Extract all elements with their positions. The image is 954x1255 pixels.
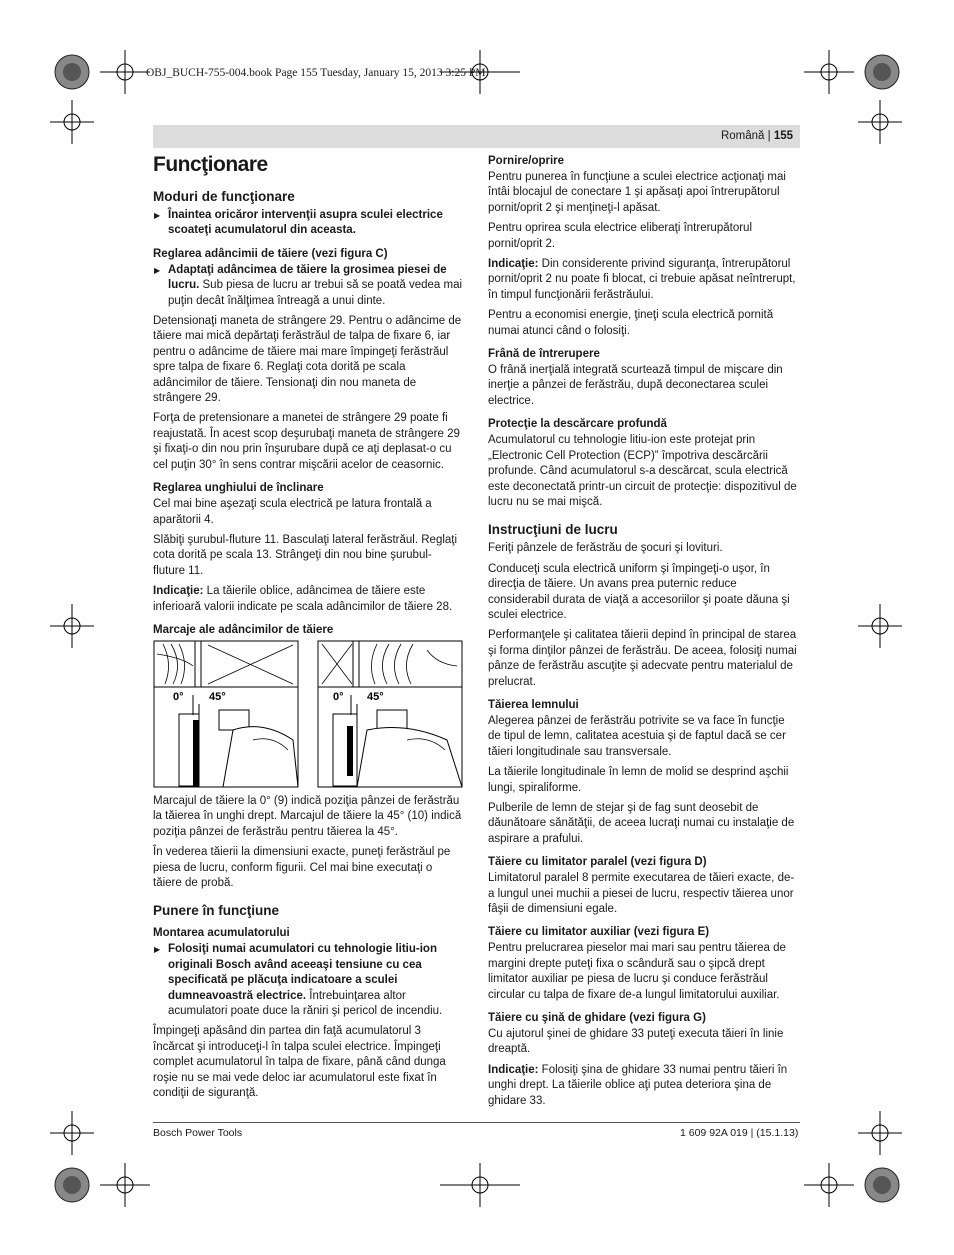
crosshair-mark-left-upper — [50, 100, 94, 144]
section-heading-instructiuni: Instrucţiuni de lucru — [488, 522, 618, 538]
crosshair-mark-left-lower — [50, 1111, 94, 1155]
crosshair-mark-bottom-right — [804, 1163, 854, 1207]
crosshair-mark-right-lower — [858, 1111, 902, 1155]
subheading-reglare-adancime: Reglarea adâncimii de tăiere (vezi figura C) — [153, 247, 388, 260]
note-guide-rail: Indicaţie: Folosiţi şina de ghidare 33 numai pentru tăieri în unghi drept. La tăierile oblice aţi putea deteriora şina de ghidare 33. — [488, 1063, 788, 1107]
print-info-line: OBJ_BUCH-755-004.book Page 155 Tuesday, January 15, 2013 3:25 PM — [146, 67, 486, 79]
crosshair-mark-right-middle — [858, 604, 902, 648]
header-language-page: Română | 155 — [720, 130, 793, 142]
paragraph-guide-rail: Cu ajutorul şinei de ghidare 33 puteţi executa tăieri în linie dreaptă. — [488, 1028, 784, 1056]
subheading-marcaje: Marcaje ale adâncimilor de tăiere — [153, 623, 334, 636]
figure-cut-markings — [153, 640, 463, 788]
note-bevel-depth: Indicaţie: La tăierile oblice, adâncimea de tăiere este inferioară valorii indicate pe scala adâncimilor de tăiere 28. — [153, 585, 453, 613]
registration-mark-top-right-rosette — [862, 52, 902, 92]
subheading-protectie: Protecţie la descărcare profundă — [488, 418, 667, 431]
registration-mark-bottom-right-rosette — [862, 1165, 902, 1205]
crosshair-mark-top-left — [100, 50, 150, 94]
cut-marking-illustration-45deg — [317, 640, 463, 788]
bullet-original-batteries: ▶ Folosiţi numai acumulatori cu tehnologie litiu-ion originali Bosch având aceeaşi tensiune cu cea specificată pe plăcuţa indicatoare a sculei dumneavoastră electrice. Întrebuinţarea altor acumulatori poate duce la răniri şi pericol de incendiu. — [153, 942, 463, 1019]
crosshair-mark-right-upper — [858, 100, 902, 144]
subheading-pornire: Pornire/oprire — [488, 155, 565, 167]
paragraph-save-energy: Pentru a economisi energie, ţineţi scula electrică pornită numai atunci când o folosiţi. — [488, 309, 774, 337]
cut-marking-illustration-0deg — [153, 640, 299, 788]
subheading-paralel: Tăiere cu limitator paralel (vezi figura D) — [488, 856, 707, 869]
paragraph-spruce: La tăierile longitudinale în lemn de molid se desprind aşchii lungi, spiraliforme. — [488, 766, 789, 794]
note-switch-lock: Indicaţie: Din considerente privind siguranţa, întrerupătorul pornit/oprit 2 nu poate fi blocat, ci trebuie apăsat neîntrerupt, în timpul funcţionării ferăstrăului. — [488, 258, 796, 301]
bullet-adapt-depth: ▶ Adaptaţi adâncimea de tăiere la grosimea piesei de lucru. Sub piesa de lucru ar trebui să se poată vedea mai puţin decât înălţimea întreagă a unui dinte. — [153, 263, 463, 309]
page-header-bar — [153, 125, 800, 148]
section-heading-moduri: Moduri de funcţionare — [153, 189, 295, 204]
right-column — [488, 155, 798, 1114]
subheading-frana: Frână de întrerupere — [488, 348, 600, 361]
paragraph-parallel-guide: Limitatorul paralel 8 permite executarea de tăieri exacte, de-a lungul unei muchii a piesei de lucru, respectiv tăierea unor fâşii de dimensiuni egale. — [488, 872, 795, 916]
paragraph-bevel-screw: Slăbiţi şurubul-fluture 11. Basculaţi lateral ferăstrăul. Reglaţi cota dorită pe scala 13. Strângeţi din nou bine şurubul-fluture 11. — [153, 533, 458, 577]
paragraph-exact-cut: În vederea tăierii la dimensiuni exacte, puneţi ferăstrăul pe piesa de lucru, conform figurii. Cel mai bine executaţi o tăiere de probă. — [153, 846, 451, 889]
page-number: 155 — [773, 130, 793, 142]
crosshair-mark-left-middle — [50, 604, 94, 648]
footer-brand: Bosch Power Tools — [153, 1127, 243, 1139]
footer-doc-number: 1 609 92A 019 | (15.1.13) — [680, 1127, 799, 1139]
fig-label-0deg-a: 0° — [173, 690, 184, 703]
left-column — [153, 153, 463, 1106]
paragraph-cut-markings: Marcajul de tăiere la 0° (9) indică poziţia pânzei de ferăstrău la tăierea în unghi drept. Marcajul de tăiere la 45° (10) indică poziţia pânzei de ferăstrău pentru tăierea la 45°. — [153, 794, 462, 838]
paragraph-switch-off: Pentru oprirea scula electrice eliberaţi întrerupătorul pornit/oprit 2. — [488, 222, 752, 250]
fig-label-45deg-b: 45° — [367, 690, 384, 703]
header-language: Română — [720, 130, 765, 142]
paragraph-insert-battery: Împingeţi apăsând din partea din faţă acumulatorul 3 încărcat şi introduceţi-l în talpa sculei electrice. Împingeţi complet acumulatorul în talpa de fixare, până când dunga roşie nu se mai vede deloc iar acumulatorul este fixat în condiţii de siguranţă. — [153, 1025, 446, 1100]
paragraph-cut-quality: Performanţele şi calitatea tăierii depind în principal de starea şi forma dinţilor pânzei de ferăstrău. De aceea, folosiţi numai pânze de ferăstrău ascuţite şi adecvate pentru materialul de prelucrat. — [488, 629, 797, 688]
crosshair-mark-bottom-center — [440, 1163, 520, 1207]
paragraph-protect-blades: Feriţi pânzele de ferăstrău de şocuri şi lovituri. — [488, 542, 723, 555]
paragraph-oak-dust: Pulberile de lemn de stejar şi de fag sunt deosebit de dăunătoare sănătăţii, de aceea lucraţi numai cu instalaţie de aspirare a prafului. — [488, 802, 795, 845]
fig-label-0deg-b: 0° — [333, 690, 344, 703]
paragraph-switch-on: Pentru punerea în funcţiune a sculei electrice acţionaţi mai întâi blocajul de conectare 1 şi apăsaţi apoi întrerupătorul pornit/oprit 2 şi menţineţi-l apăsat. — [488, 171, 786, 214]
subheading-lemn: Tăierea lemnului — [488, 698, 579, 711]
crosshair-mark-top-right — [804, 50, 854, 94]
section-heading-punere: Punere în funcţiune — [153, 903, 280, 919]
paragraph-place-tool: Cel mai bine aşezaţi scula electrică pe latura frontală a aparătorii 4. — [153, 498, 432, 526]
paragraph-guide-tool: Conduceţi scula electrică uniform şi împingeţi-o uşor, în direcţia de tăiere. Un avans prea puternic reduce considerabil durata de viaţă a accesoriilor şi poate dăuna şi sculei electrice. — [488, 562, 790, 621]
subheading-montarea: Montarea acumulatorului — [153, 927, 290, 940]
warning-bullet-remove-battery: ▶ Înaintea oricăror intervenţii asupra sculei electrice scoateţi acumulatorul din aceasta. — [153, 208, 463, 239]
paragraph-brake: O frână inerţială integrată scurtează timpul de mişcare din inerţie a pânzei de ferăstrău, după deconectarea sculei electrice. — [488, 364, 783, 407]
registration-mark-top-left-rosette — [52, 52, 92, 92]
crosshair-mark-bottom-left — [100, 1163, 150, 1207]
paragraph-auxiliary-guide: Pentru prelucrarea pieselor mai mari sau pentru tăierea de margini drepte puteţi fixa o scândură sau o şipcă drept limitator auxiliar pe piesa de lucru şi conduce ferăstrăul circular cu talpa de fixare de-a lungul limitatorului auxiliar. — [488, 942, 786, 1001]
fig-label-45deg-a: 45° — [209, 690, 226, 703]
paragraph-depth-adjust: Detensionaţi maneta de strângere 29. Pentru o adâncime de tăiere mai mică depărtaţi ferăstrăul de talpa de fixare 6, iar pentru o adâncime de tăiere mai mare împingeţi ferăstrăul spre talpa de fixare 6. Reglaţi cota dorită pe scala adâncimilor de tăiere. Tensionaţi din nou maneta de strângere 29. — [153, 315, 462, 405]
paragraph-blade-choice: Alegerea pânzei de ferăstrău potrivite se va face în funcţie de tipul de lemn, calitatea acestuia şi de faptul dacă se cer tăieri longitudinale sau transversale. — [488, 714, 786, 758]
paragraph-deep-discharge: Acumulatorul cu tehnologie litiu-ion este protejat prin „Electronic Cell Protection (ECP)” împotriva descărcării profunde. Când acumulatorul s-a descărcat, scula electrică este deconectată printr-un circuit de protecţie: dispozitivul de lucru nu se mai mişcă. — [488, 434, 797, 508]
footer-divider — [153, 1122, 800, 1123]
registration-mark-bottom-left-rosette — [52, 1165, 92, 1205]
page-title: Funcţionare — [153, 153, 268, 176]
subheading-auxiliar: Tăiere cu limitator auxiliar (vezi figura E) — [488, 926, 710, 939]
subheading-reglare-unghi: Reglarea unghiului de înclinare — [153, 482, 324, 495]
subheading-sina: Tăiere cu şină de ghidare (vezi figura G) — [488, 1012, 706, 1025]
paragraph-clamping-force: Forţa de pretensionare a manetei de strângere 29 poate fi reajustată. În acest scop deşurubaţi maneta de strângere 29 şi fixaţi-o din nou prin înşurubare după ce aţi deplasat-o cu cel puţin 30° în sens contrar mişcării acelor de ceasornic. — [153, 412, 460, 471]
